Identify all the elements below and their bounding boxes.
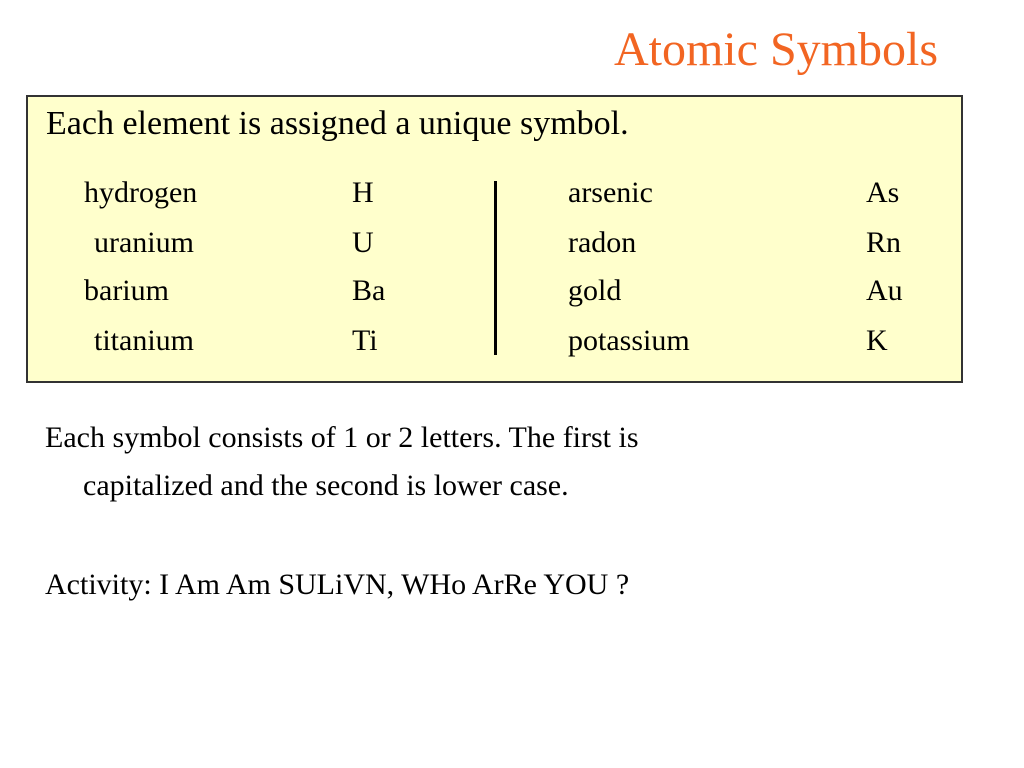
element-name: uranium	[94, 226, 194, 259]
column-divider	[494, 181, 497, 355]
element-symbol: K	[866, 324, 888, 357]
element-symbol: Rn	[866, 226, 902, 259]
element-symbol: Ti	[352, 324, 378, 357]
element-symbol: U	[352, 226, 374, 259]
activity-text: Activity: I Am Am SULiVN, WHo ArRe YOU ?	[45, 568, 630, 601]
intro-text: Each element is assigned a unique symbol.	[46, 105, 629, 142]
element-name: titanium	[94, 324, 194, 357]
symbol-rule-line-1: Each symbol consists of 1 or 2 letters. The first is	[45, 421, 639, 454]
element-name: gold	[568, 274, 622, 307]
element-symbol: H	[352, 176, 374, 209]
element-name: radon	[568, 226, 637, 259]
element-name: potassium	[568, 324, 690, 357]
element-symbol: Au	[866, 274, 903, 307]
slide-title: Atomic Symbols	[613, 23, 938, 76]
element-symbol: Ba	[352, 274, 386, 307]
element-symbol-box	[26, 95, 963, 383]
element-name: arsenic	[568, 176, 653, 209]
symbol-rule-line-2: capitalized and the second is lower case.	[83, 469, 569, 502]
element-name: hydrogen	[84, 176, 198, 209]
element-name: barium	[84, 274, 169, 307]
element-symbol: As	[866, 176, 900, 209]
symbol-rule-paragraph	[45, 414, 639, 510]
